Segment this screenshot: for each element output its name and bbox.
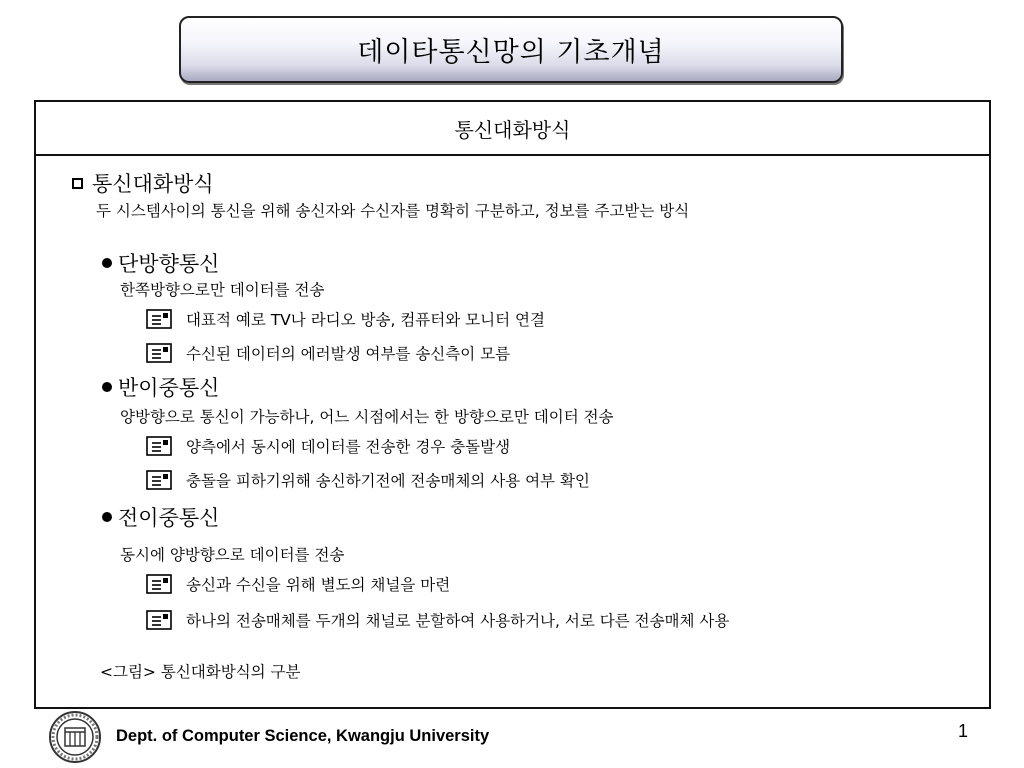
mode-title [102, 248, 219, 278]
note-text: 대표적 예로 TV나 라디오 방송, 컴퓨터와 모니터 연결 [186, 311, 545, 329]
note-icon [146, 436, 172, 456]
note-text: 충돌을 피하기위해 송신하기전에 전송매체의 사용 여부 확인 [186, 472, 590, 490]
mode-title [102, 502, 219, 532]
slide-title: 데이타통신망의 기초개념 [357, 37, 665, 68]
frame-header-text: 통신대화방식 [454, 117, 571, 142]
figure-caption: <그림> 통신대화방식의 구분 [100, 663, 301, 681]
section-description: 두 시스템사이의 통신을 위해 송신자와 수신자를 명확히 구분하고, 정보를 주고받는 방식 [96, 202, 690, 220]
note-text: 하나의 전송매체를 두개의 채널로 분할하여 사용하거나, 서로 다른 전송매체 사용 [186, 612, 730, 630]
note-text: 양측에서 동시에 데이터를 전송한 경우 충돌발생 [186, 438, 511, 456]
mode-title-text: 단방향통신 [118, 252, 220, 276]
section-heading [72, 168, 214, 198]
note-icon [146, 610, 172, 630]
mode-title-text: 반이중통신 [118, 376, 220, 400]
note-text: 송신과 수신을 위해 별도의 채널을 마련 [186, 576, 451, 594]
note-item [146, 609, 729, 632]
dot-bullet-icon [102, 512, 112, 522]
mode-description: 양방향으로 통신이 가능하나, 어느 시점에서는 한 방향으로만 데이터 전송 [120, 408, 614, 426]
frame-header [36, 102, 989, 156]
note-item [146, 435, 510, 458]
university-seal-logo [48, 710, 102, 764]
dot-bullet-icon [102, 382, 112, 392]
mode-title [102, 372, 219, 402]
note-item [146, 308, 545, 331]
page-number: 1 [958, 721, 969, 741]
note-text: 수신된 데이터의 에러발생 여부를 송신측이 모름 [186, 345, 511, 363]
note-item [146, 573, 450, 596]
section-heading-text: 통신대화방식 [92, 172, 214, 196]
note-icon [146, 343, 172, 363]
note-icon [146, 470, 172, 490]
note-item [146, 342, 510, 365]
dot-bullet-icon [102, 258, 112, 268]
square-bullet-icon [72, 178, 83, 189]
mode-description: 한쪽방향으로만 데이터를 전송 [120, 281, 325, 299]
mode-title-text: 전이중통신 [118, 506, 220, 530]
note-icon [146, 309, 172, 329]
mode-description: 동시에 양방향으로 데이터를 전송 [120, 546, 345, 564]
note-item [146, 469, 590, 492]
note-icon [146, 574, 172, 594]
footer-department: Dept. of Computer Science, Kwangju University [116, 727, 490, 745]
slide-title-box [179, 16, 843, 83]
